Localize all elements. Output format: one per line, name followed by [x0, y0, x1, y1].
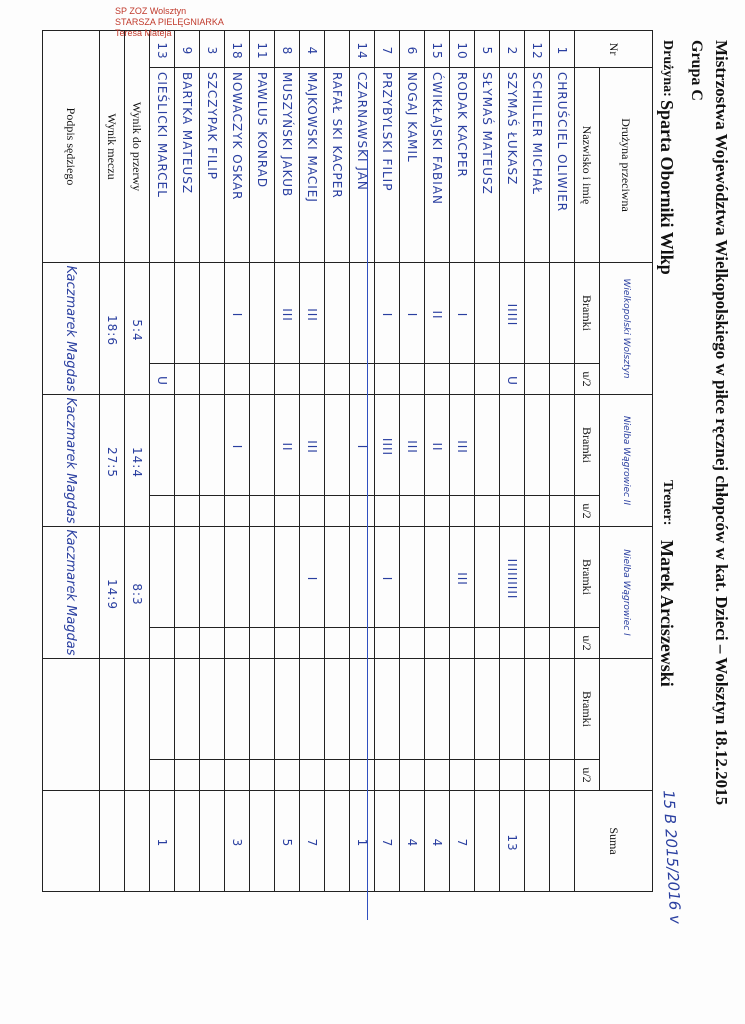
halftime-score-2: 14:4 — [125, 395, 150, 527]
referee-sum-cell — [43, 791, 100, 892]
player-u1-cell — [275, 364, 300, 395]
player-name: PAWLUS KONRAD — [250, 68, 275, 263]
player-u2-cell — [200, 496, 225, 527]
player-name: MAJKOWSKI MACIEJ — [300, 68, 325, 263]
official-stamp — [115, 6, 235, 39]
player-name: RAFAŁ SKI KACPER — [325, 68, 350, 263]
table-row — [425, 31, 450, 892]
player-g4-cell — [150, 659, 175, 760]
player-g3-cell — [225, 527, 250, 628]
player-name: CIEŚLICKI MARCEL — [150, 68, 175, 263]
player-g4-cell — [450, 659, 475, 760]
table-row — [450, 31, 475, 892]
table-row — [500, 31, 525, 892]
player-g1-cell — [350, 263, 375, 364]
player-g1-cell — [475, 263, 500, 364]
player-u4-cell — [200, 760, 225, 791]
player-g1-cell: III — [300, 263, 325, 364]
player-number: 7 — [375, 31, 400, 68]
player-g2-cell: II — [425, 395, 450, 496]
referee-signature-3: Kaczmarek Magdas — [43, 527, 100, 659]
player-g2-cell: I — [225, 395, 250, 496]
player-u2-cell — [275, 496, 300, 527]
player-u4-cell — [225, 760, 250, 791]
player-u1-cell: U — [500, 364, 525, 395]
player-number: 8 — [275, 31, 300, 68]
player-u2-cell — [175, 496, 200, 527]
table-row — [250, 31, 275, 892]
player-name: BARTKA MATEUSZ — [175, 68, 200, 263]
player-g4-cell — [550, 659, 575, 760]
player-u1-cell: U — [150, 364, 175, 395]
player-u3-cell — [375, 628, 400, 659]
player-name: RODAK KACPER — [450, 68, 475, 263]
player-name: CHRUŚCIEL OLIWIER — [550, 68, 575, 263]
referee-label: Podpis sędziego — [43, 31, 100, 263]
halftime-score-4 — [125, 659, 150, 791]
halftime-sum-cell — [125, 791, 150, 892]
player-u1-cell — [550, 364, 575, 395]
player-u4-cell — [350, 760, 375, 791]
player-sum: 1 — [150, 791, 175, 892]
player-u2-cell — [150, 496, 175, 527]
table-row — [475, 31, 500, 892]
player-g4-cell — [250, 659, 275, 760]
player-u3-cell — [500, 628, 525, 659]
player-name: SCHILLER MICHAŁ — [525, 68, 550, 263]
table-row — [525, 31, 550, 892]
document-title: Mistrzostwa Województwa Wielkopolskiego w piłce ręcznej chłopców w kat. Dzieci – Wolsztyn 18.12.2015 — [712, 40, 731, 806]
strikethrough-line — [367, 150, 368, 920]
player-g4-cell — [375, 659, 400, 760]
player-g1-cell: III — [275, 263, 300, 364]
sum-header: Suma — [575, 791, 653, 892]
player-u4-cell — [325, 760, 350, 791]
player-name: MUSZYŃSKI JAKUB — [275, 68, 300, 263]
coach-label: Trener: — [660, 480, 675, 526]
player-sum — [550, 791, 575, 892]
referee-signature-1: Kaczmarek Magdas — [43, 263, 100, 395]
final-score-2: 27:5 — [100, 395, 125, 527]
player-u2-cell — [500, 496, 525, 527]
final-sum-cell — [100, 791, 125, 892]
player-g4-cell — [400, 659, 425, 760]
team-label: Drużyna: — [660, 40, 675, 97]
player-u3-cell — [425, 628, 450, 659]
coach-name: Marek Arciszewski — [657, 540, 677, 687]
referee-signature-4 — [43, 659, 100, 791]
score-table — [42, 30, 653, 892]
handwritten-code: 15 B 2015/2016 v — [659, 789, 685, 925]
u2-header-1: u/2 — [575, 364, 600, 395]
opponent-2: Nielba Wągrowiec II — [600, 395, 653, 527]
player-sum — [175, 791, 200, 892]
player-g2-cell — [525, 395, 550, 496]
table-row — [225, 31, 250, 892]
player-number: 4 — [300, 31, 325, 68]
player-g2-cell — [500, 395, 525, 496]
player-sum: 13 — [500, 791, 525, 892]
player-u3-cell — [200, 628, 225, 659]
player-u4-cell — [300, 760, 325, 791]
player-u1-cell — [425, 364, 450, 395]
player-g1-cell — [175, 263, 200, 364]
player-g1-cell — [525, 263, 550, 364]
player-u4-cell — [525, 760, 550, 791]
player-u3-cell — [450, 628, 475, 659]
player-u4-cell — [175, 760, 200, 791]
player-name: PRZYBYLSKI FILIP — [375, 68, 400, 263]
player-name: ĆWIKŁAJSKI FABIAN — [425, 68, 450, 263]
player-name: SZCZYPAK FILIP — [200, 68, 225, 263]
player-number: 3 — [200, 31, 225, 68]
player-g2-cell — [250, 395, 275, 496]
player-g4-cell — [175, 659, 200, 760]
final-score-1: 18:6 — [100, 263, 125, 395]
player-g4-cell — [275, 659, 300, 760]
player-u1-cell — [225, 364, 250, 395]
player-g1-cell — [200, 263, 225, 364]
player-u3-cell — [550, 628, 575, 659]
player-g4-cell — [500, 659, 525, 760]
player-u1-cell — [250, 364, 275, 395]
player-u2-cell — [350, 496, 375, 527]
player-name: NOWACZYK OSKAR — [225, 68, 250, 263]
player-sum — [525, 791, 550, 892]
player-u3-cell — [475, 628, 500, 659]
halftime-score-1: 5:4 — [125, 263, 150, 395]
halftime-score-3: 8:3 — [125, 527, 150, 659]
player-g4-cell — [225, 659, 250, 760]
player-u4-cell — [550, 760, 575, 791]
halftime-label: Wynik do przerwy — [125, 31, 150, 263]
player-g1-cell — [550, 263, 575, 364]
player-sum: 7 — [300, 791, 325, 892]
player-g3-cell — [400, 527, 425, 628]
player-g2-cell — [475, 395, 500, 496]
player-g2-cell — [325, 395, 350, 496]
player-g3-cell — [550, 527, 575, 628]
group-label: Grupa C — [688, 40, 705, 101]
player-u3-cell — [325, 628, 350, 659]
player-g1-cell: II — [425, 263, 450, 364]
player-g3-cell — [425, 527, 450, 628]
player-g2-cell: III — [300, 395, 325, 496]
table-row — [150, 31, 175, 892]
player-g1-cell: I — [400, 263, 425, 364]
nr-header: Nr — [575, 31, 653, 68]
player-u2-cell — [525, 496, 550, 527]
player-g1-cell: I — [450, 263, 475, 364]
goals-header-4: Bramki — [575, 659, 600, 760]
player-g3-cell — [175, 527, 200, 628]
opponent-header-row — [600, 31, 653, 892]
stamp-line-2: STARSZA PIELĘGNIARKA — [115, 17, 224, 27]
player-u1-cell — [350, 364, 375, 395]
player-sum: 7 — [450, 791, 475, 892]
table-row — [375, 31, 400, 892]
stamp-line-1: SP ZOZ Wolsztyn — [115, 6, 187, 16]
player-sum: 4 — [425, 791, 450, 892]
final-row — [100, 31, 125, 892]
player-sum: 5 — [275, 791, 300, 892]
player-g1-cell: I — [225, 263, 250, 364]
player-u1-cell — [375, 364, 400, 395]
player-g2-cell — [550, 395, 575, 496]
player-g1-cell: I — [375, 263, 400, 364]
player-u4-cell — [150, 760, 175, 791]
player-sum: 3 — [225, 791, 250, 892]
goals-header-2: Bramki — [575, 395, 600, 496]
opponent-header: Drużyna przeciwna — [600, 68, 653, 263]
player-g3-cell: IIIIIIIII — [500, 527, 525, 628]
player-u3-cell — [400, 628, 425, 659]
player-number: 13 — [150, 31, 175, 68]
opponent-3: Nielba Wągrowiec I — [600, 527, 653, 659]
player-g2-cell — [150, 395, 175, 496]
player-u2-cell — [425, 496, 450, 527]
player-u3-cell — [225, 628, 250, 659]
player-g4-cell — [425, 659, 450, 760]
player-number: 18 — [225, 31, 250, 68]
player-u2-cell — [250, 496, 275, 527]
table-row — [275, 31, 300, 892]
player-u2-cell — [550, 496, 575, 527]
player-g2-cell: III — [400, 395, 425, 496]
column-header-row — [575, 31, 600, 892]
player-g4-cell — [475, 659, 500, 760]
player-sum: 7 — [375, 791, 400, 892]
table-row — [175, 31, 200, 892]
player-name: SZYMAŚ ŁUKASZ — [500, 68, 525, 263]
player-number: 9 — [175, 31, 200, 68]
player-u1-cell — [450, 364, 475, 395]
player-number: 6 — [400, 31, 425, 68]
player-u2-cell — [325, 496, 350, 527]
player-g4-cell — [300, 659, 325, 760]
player-name: NOGAJ KAMIL — [400, 68, 425, 263]
player-u2-cell — [475, 496, 500, 527]
player-g3-cell — [200, 527, 225, 628]
player-u2-cell — [225, 496, 250, 527]
player-u2-cell — [400, 496, 425, 527]
player-g1-cell — [325, 263, 350, 364]
player-u1-cell — [200, 364, 225, 395]
player-u3-cell — [300, 628, 325, 659]
goals-header-1: Bramki — [575, 263, 600, 364]
u2-header-4: u/2 — [575, 760, 600, 791]
team-name: Sparta Oborniki Wlkp — [657, 100, 677, 275]
player-g4-cell — [350, 659, 375, 760]
player-u2-cell — [375, 496, 400, 527]
name-header: Nazwisko i imię — [575, 68, 600, 263]
player-u4-cell — [400, 760, 425, 791]
opponent-1: Wielkopolski Wolsztyn — [600, 263, 653, 395]
player-u1-cell — [175, 364, 200, 395]
player-u1-cell — [325, 364, 350, 395]
player-g3-cell — [350, 527, 375, 628]
player-number — [325, 31, 350, 68]
player-u3-cell — [150, 628, 175, 659]
player-u1-cell — [300, 364, 325, 395]
player-g2-cell — [175, 395, 200, 496]
player-u4-cell — [275, 760, 300, 791]
player-g3-cell — [325, 527, 350, 628]
player-g2-cell — [200, 395, 225, 496]
player-g1-cell: IIIII — [500, 263, 525, 364]
player-g3-cell — [250, 527, 275, 628]
table-row — [550, 31, 575, 892]
player-u4-cell — [450, 760, 475, 791]
player-sum — [200, 791, 225, 892]
final-score-4 — [100, 659, 125, 791]
player-u1-cell — [475, 364, 500, 395]
player-g3-cell — [275, 527, 300, 628]
u2-header-2: u/2 — [575, 496, 600, 527]
player-g4-cell — [525, 659, 550, 760]
player-g1-cell — [150, 263, 175, 364]
referee-row — [43, 31, 100, 892]
player-g3-cell: III — [450, 527, 475, 628]
player-g2-cell: II — [275, 395, 300, 496]
player-sum: 4 — [400, 791, 425, 892]
table-row — [325, 31, 350, 892]
player-g3-cell: I — [375, 527, 400, 628]
table-row — [200, 31, 225, 892]
player-g4-cell — [325, 659, 350, 760]
table-row — [400, 31, 425, 892]
player-u2-cell — [300, 496, 325, 527]
player-u4-cell — [250, 760, 275, 791]
final-label: Wynik meczu — [100, 31, 125, 263]
player-u4-cell — [425, 760, 450, 791]
goals-header-3: Bramki — [575, 527, 600, 628]
player-number: 14 — [350, 31, 375, 68]
player-sum: 1 — [350, 791, 375, 892]
player-u4-cell — [375, 760, 400, 791]
player-number: 2 — [500, 31, 525, 68]
player-g3-cell — [525, 527, 550, 628]
final-score-3: 14:9 — [100, 527, 125, 659]
player-u3-cell — [275, 628, 300, 659]
referee-signature-2: Kaczmarek Magdas — [43, 395, 100, 527]
halftime-row — [125, 31, 150, 892]
player-u3-cell — [525, 628, 550, 659]
u2-header-3: u/2 — [575, 628, 600, 659]
player-sum — [250, 791, 275, 892]
player-u3-cell — [175, 628, 200, 659]
player-u3-cell — [250, 628, 275, 659]
player-g2-cell: IIII — [375, 395, 400, 496]
player-g3-cell — [475, 527, 500, 628]
player-u1-cell — [400, 364, 425, 395]
table-row — [300, 31, 325, 892]
table-row — [350, 31, 375, 892]
player-name: SŁYMAŚ MATEUSZ — [475, 68, 500, 263]
player-g2-cell: III — [450, 395, 475, 496]
player-u1-cell — [525, 364, 550, 395]
player-g2-cell: I — [350, 395, 375, 496]
player-g3-cell: I — [300, 527, 325, 628]
player-number: 12 — [525, 31, 550, 68]
player-g4-cell — [200, 659, 225, 760]
player-number: 10 — [450, 31, 475, 68]
player-number: 11 — [250, 31, 275, 68]
player-g3-cell — [150, 527, 175, 628]
player-sum — [325, 791, 350, 892]
player-number: 1 — [550, 31, 575, 68]
player-name: CZARNAWSKI JAN — [350, 68, 375, 263]
player-u4-cell — [475, 760, 500, 791]
stamp-line-3: Teresa Mateja — [115, 28, 172, 38]
player-u3-cell — [350, 628, 375, 659]
player-number: 5 — [475, 31, 500, 68]
opponent-4 — [600, 659, 653, 791]
player-u4-cell — [500, 760, 525, 791]
player-sum — [475, 791, 500, 892]
player-g1-cell — [250, 263, 275, 364]
player-u2-cell — [450, 496, 475, 527]
player-number: 15 — [425, 31, 450, 68]
